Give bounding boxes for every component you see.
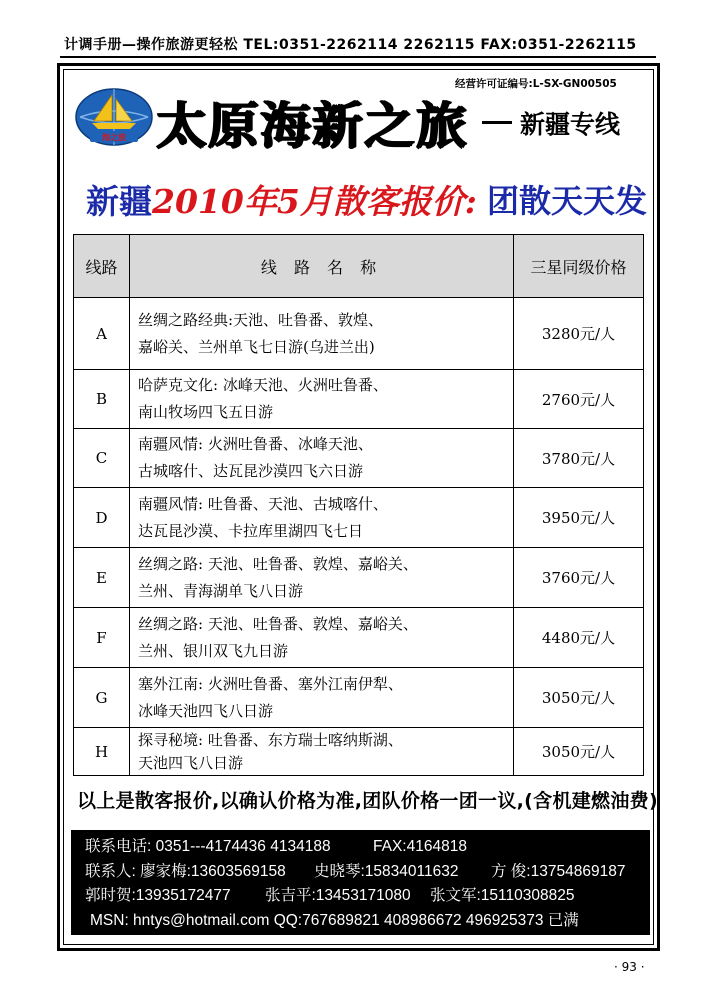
route-price-table [73,234,644,776]
route-name [130,488,514,548]
running-header: 计调手册—操作旅游更轻松 TEL:0351-2262114 2262115 FAX:0351-2262115 [64,37,637,53]
brand-subtitle: 新疆专线 [520,110,621,139]
title-region: 新疆 [86,182,152,221]
route-line: 哈萨克文化: 冰峰天池、火洲吐鲁番、 [138,376,388,394]
table-row [74,548,644,608]
logo-text: 海之旅 [102,133,126,142]
table-row [74,608,644,668]
route-price: 3050元/人 [514,668,644,728]
route-line: 兰州、青海湖单飞八日游 [138,581,304,600]
route-code: G [74,668,130,728]
route-code: D [74,488,130,548]
table-row [74,298,644,370]
route-code: B [74,370,130,429]
company-logo [74,87,154,147]
route-code: A [74,298,130,370]
route-line: 嘉峪关、兰州单飞七日游(乌进兰出) [138,337,375,356]
route-line: 古城喀什、达瓦昆沙漠四飞六日游 [138,462,364,480]
route-code: E [74,548,130,608]
route-price: 4480元/人 [514,608,644,668]
pricing-note: 以上是散客报价,以确认价格为准,团队价格一团一议,(含机建燃油费) [77,790,658,812]
header-route-name: 线 路 名 称 [130,235,514,298]
route-price: 3950元/人 [514,488,644,548]
route-line: 南山牧场四飞五日游 [138,403,274,421]
license-number: 经营许可证编号:L-SX-GN00505 [455,78,617,90]
header-code: 线路 [74,235,130,298]
route-line: 南疆风情: 吐鲁番、天池、古城喀什、 [138,494,388,513]
route-price: 3760元/人 [514,548,644,608]
route-line: 丝绸之路经典:天池、吐鲁番、敦煌、 [138,310,384,329]
title-departure: 团散天天发 [487,182,648,220]
route-price: 3280元/人 [514,298,644,370]
title-date: 2010年5月散客报价: [152,182,477,221]
route-line: 丝绸之路: 天池、吐鲁番、敦煌、嘉峪关、 [138,554,418,573]
route-line: 达瓦昆沙漠、卡拉库里湖四飞七日 [138,521,364,540]
brand-name: 太原海新之旅 [156,96,468,155]
contact-person: 张吉平:13453171080 [265,887,411,904]
route-name [130,728,514,776]
route-price: 3050元/人 [514,728,644,776]
contact-row [85,835,650,860]
price-title [86,176,477,222]
contact-person: 联系人: 廖家梅:13603569158 [85,862,286,880]
table-row [74,488,644,548]
contact-row [85,884,650,909]
header-price: 三星同级价格 [514,235,644,298]
route-line: 兰州、银川双飞九日游 [138,641,289,660]
route-line: 南疆风情: 火洲吐鲁番、冰峰天池、 [138,435,373,453]
contact-row [85,909,650,934]
table-row [74,370,644,429]
table-row [74,668,644,728]
contact-person: 郭时贺:13935172477 [85,887,231,904]
route-name [130,668,514,728]
route-name [130,429,514,488]
route-name [130,370,514,429]
table-row [74,429,644,488]
route-code: H [74,728,130,776]
route-code: C [74,429,130,488]
contact-row [85,860,650,885]
page-number: · 93 · [614,960,645,974]
route-price: 3780元/人 [514,429,644,488]
route-name [130,548,514,608]
brand-dash [482,121,512,124]
contact-phone: 联系电话: 0351---4174436 4134188 [85,838,331,855]
route-code: F [74,608,130,668]
route-name [130,608,514,668]
route-line: 塞外江南: 火洲吐鲁番、塞外江南伊犁、 [138,674,403,693]
table-row [74,728,644,776]
contact-person: 张文军:15110308825 [430,887,575,904]
route-line: 天池四飞八日游 [138,753,244,772]
header-rule [60,56,656,58]
route-line: 冰峰天池四飞八日游 [138,701,274,720]
contact-msn: MSN: hntys@hotmail.com QQ:767689821 408986672 496925373 已满 [90,911,579,929]
contact-person: 史晓琴:15834011632 [314,862,459,880]
route-line: 探寻秘境: 吐鲁番、东方瑞士喀纳斯湖、 [138,730,403,749]
table-header-row [74,235,644,298]
contact-box [71,830,650,935]
route-name [130,298,514,370]
contact-fax: FAX:4164818 [373,838,467,855]
route-price: 2760元/人 [514,370,644,429]
route-line: 丝绸之路: 天池、吐鲁番、敦煌、嘉峪关、 [138,614,418,633]
contact-person: 方 俊:13754869187 [491,862,626,880]
